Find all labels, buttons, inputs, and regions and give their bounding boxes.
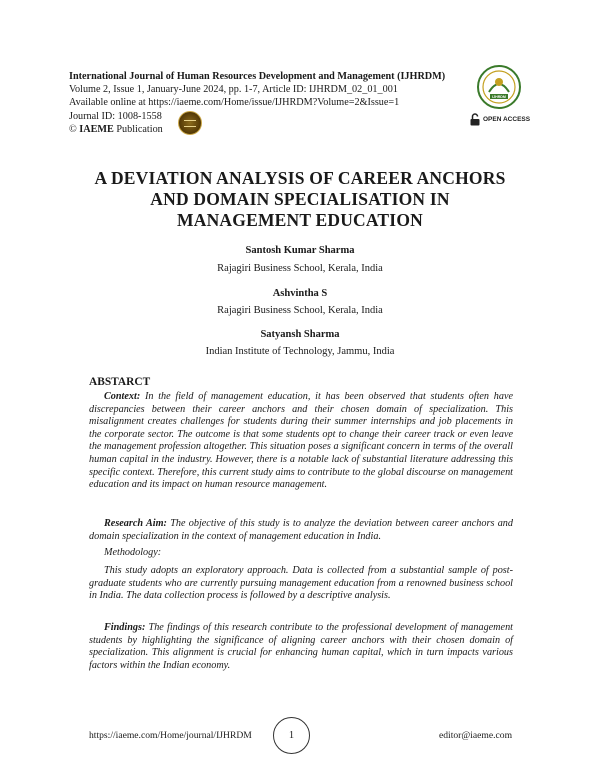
abstract-methodology xyxy=(89,565,513,603)
author-affiliation: Rajagiri Business School, Kerala, India xyxy=(217,263,383,274)
publisher-suffix: Publication xyxy=(113,123,163,135)
aim-label: Research Aim: xyxy=(104,518,167,529)
paper-title xyxy=(30,168,570,231)
open-access-label: OPEN ACCESS xyxy=(483,116,531,123)
author-affiliation: Rajagiri Business School, Kerala, India xyxy=(217,305,383,316)
publisher-name: IAEME xyxy=(79,123,114,135)
title-line-2: AND DOMAIN SPECIALISATION IN xyxy=(150,189,450,209)
author-name: Ashvintha S xyxy=(272,288,328,299)
title-line-3: MANAGEMENT EDUCATION xyxy=(177,210,423,230)
findings-label: Findings: xyxy=(104,622,146,633)
journal-id: Journal ID: 1008-1558 xyxy=(69,110,162,122)
author-name: Santosh Kumar Sharma xyxy=(245,245,355,256)
page-number: 1 xyxy=(273,717,310,754)
author-affiliation: Indian Institute of Technology, Jammu, India xyxy=(205,346,395,357)
iaeme-seal-icon xyxy=(178,111,202,135)
journal-logo-icon xyxy=(476,64,522,110)
footer-journal-link[interactable]: https://iaeme.com/Home/journal/IJHRDM xyxy=(89,730,252,741)
abstract-findings xyxy=(89,622,513,672)
aim-text: The objective of this study is to analyze the deviation between career anchors and domain specialization in the context of management education in India. xyxy=(89,518,513,542)
volume-info: Volume 2, Issue 1, January-June 2024, pp. 1-7, Article ID: IJHRDM_02_01_001 xyxy=(69,84,398,96)
footer-email-link[interactable]: editor@iaeme.com xyxy=(439,730,513,741)
journal-logo-text: IJHRDM xyxy=(492,95,506,99)
title-line-1: A DEVIATION ANALYSIS OF CAREER ANCHORS xyxy=(94,168,506,188)
abstract-heading: ABSTARCT xyxy=(89,376,151,388)
abstract-methodology-label xyxy=(89,547,513,560)
journal-header xyxy=(69,70,469,136)
methodology-label: Methodology: xyxy=(104,547,162,558)
methodology-text: This study adopts an exploratory approach. Data is collected from a substantial sample of post-graduate students who are currently pursuing management education from a renowned business school in India. The data collection process is followed by a descriptive analysis. xyxy=(89,565,513,602)
abstract-context xyxy=(89,391,513,492)
journal-name: International Journal of Human Resources Development and Management (IJHRDM) xyxy=(69,71,446,82)
context-label: Context: xyxy=(104,391,141,402)
available-online[interactable]: Available online at https://iaeme.com/Home/issue/IJHRDM?Volume=2&Issue=1 xyxy=(69,97,400,109)
findings-text: The findings of this research contribute to the professional development of management students by highlighting the significance of aligning career anchors with their chosen domain of specialization. This alignment is crucial for enhancing human capital, which in turn impacts various factors within the Indian economy. xyxy=(89,622,513,671)
open-access-badge xyxy=(470,113,530,126)
abstract-aim xyxy=(89,518,513,543)
open-lock-icon xyxy=(470,113,480,126)
copyright-symbol: © xyxy=(69,123,77,135)
publisher-line xyxy=(69,123,469,136)
author-name: Satyansh Sharma xyxy=(260,329,340,340)
context-text: In the field of management education, it has been observed that students often have discrepancies between their career anchors and their chosen domain of specialization. This misalignment creates challenges for students during their summer internships and job placements in the corporate sector. The outcome is that some students opt to change their career track or even leave the management profession altogether. This situation poses a significant concern in terms of the overall human capital in the industry. However, there is a notable lack of substantial literature addressing this specific context. Therefore, this current study aims to contribute to the global discourse on management education and its impact on human resource management. xyxy=(89,391,513,491)
